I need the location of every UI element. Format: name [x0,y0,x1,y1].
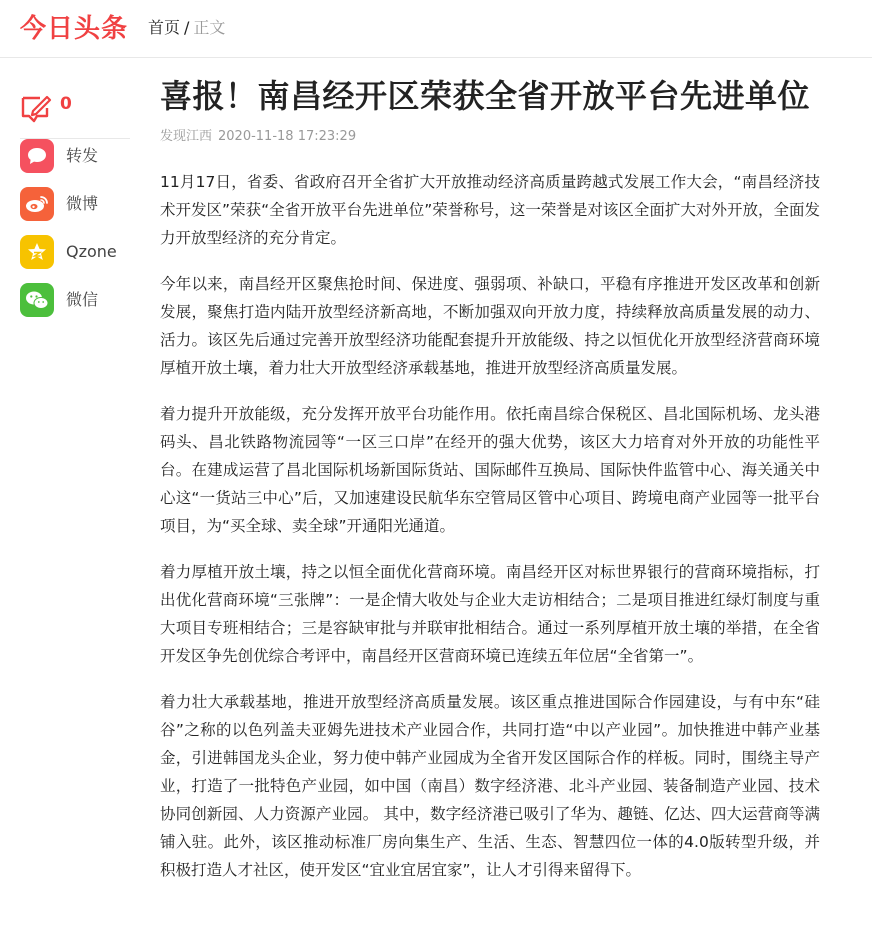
toutiao-logo[interactable]: 今日头条 [20,14,129,44]
article-title: 喜报！南昌经开区荣获全省开放平台先进单位 [160,77,811,115]
share-repost[interactable] [20,139,130,187]
breadcrumb [148,17,225,39]
repost-icon [20,139,54,173]
article-paragraph: 着力壮大承载基地，推进开放型经济高质量发展。该区重点推进国际合作园建设，与有中东“硅谷”之称的以色列盖夫亚姆先进技术产业园合作，共同打造“中以产业园”。加快推进中韩产业基金，引进韩国龙头企业，努力使中韩产业园成为全省开发区国际合作的样板。同时，围绕主导产业，打造了一批特色产业园，如中国（南昌）数字经济港、北斗产业园、装备制造产业园、技术协同创新园、人力资源产业园。 其中，数字经济港已吸引了华为、趣链、亿达、四大运营商等满铺入驻。此外，该区推动标准厂房向集生产、生活、生态、智慧四位一体的4.0版转型升级，并积极打造人才社区，使开发区“宜业宜居宜家”，让人才引得来留得下。 [160,693,820,879]
top-bar [0,0,872,58]
article-paragraph: 着力厚植开放土壤，持之以恒全面优化营商环境。南昌经开区对标世界银行的营商环境指标，打出优化营商环境“三张牌”：一是企情大收处与企业大走访相结合；二是项目推进红绿灯制度与重大项目专班相结合；三是容缺审批与并联审批相结合。通过一系列厚植开放土壤的举措，在全省开发区争先创优综合考评中，南昌经开区营商环境已连续五年位居“全省第一”。 [160,563,820,665]
article-paragraph: 今年以来，南昌经开区聚焦抢时间、保进度、强弱项、补缺口，平稳有序推进开发区改革和创新发展，聚焦打造内陆开放型经济新高地，不断加强双向开放力度，持续释放高质量发展的动力、活力。该区先后通过完善开放型经济功能配套提升开放能级、持之以恒优化开放型经济营商环境厚植开放土壤，着力壮大开放型经济承载基地，推进开放型经济高质量发展。 [160,275,820,377]
article [160,74,820,884]
wechat-icon [20,283,54,317]
share-wechat-label: 微信 [66,290,99,309]
article-paragraph: 着力提升开放能级，充分发挥开放平台功能作用。依托南昌综合保税区、昌北国际机场、龙头港码头、昌北铁路物流园等“一区三口岸”在经开的强大优势，该区大力培育对外开放的功能性平台。在建成运营了昌北国际机场新国际货站、国际邮件互换局、国际快件监管中心、海关通关中心这“一货站三中心”后，又加速建设民航华东空管局区管中心项目、跨境电商产业园等一批平台项目，为“买全球、卖全球”开通阳光通道。 [160,405,820,535]
breadcrumb-home[interactable]: 首页 [148,18,181,37]
article-datetime: 2020-11-18 17:23:29 [218,129,357,144]
comment-button[interactable] [20,86,130,139]
share-weibo-label: 微博 [66,194,99,213]
share-qzone-label: Qzone [66,242,117,261]
share-wechat[interactable] [20,283,130,331]
share-qzone[interactable] [20,235,130,283]
article-body [160,168,820,884]
share-weibo[interactable] [20,187,130,235]
comment-edit-icon [20,94,52,124]
article-source[interactable]: 发现江西 [160,129,213,144]
breadcrumb-separator: / [184,18,190,37]
weibo-icon [20,187,54,221]
breadcrumb-current: 正文 [193,18,226,37]
share-repost-label: 转发 [66,146,99,165]
comment-count: 0 [60,94,72,114]
share-sidebar [20,86,130,331]
article-meta [160,128,820,146]
article-paragraph: 11月17日，省委、省政府召开全省扩大开放推动经济高质量跨越式发展工作大会，“南昌经济技术开发区”荣获“全省开放平台先进单位”荣誉称号，这一荣誉是对该区全面扩大对外开放，全面发力开放型经济的充分肯定。 [160,173,820,247]
qzone-star-icon [20,235,54,269]
